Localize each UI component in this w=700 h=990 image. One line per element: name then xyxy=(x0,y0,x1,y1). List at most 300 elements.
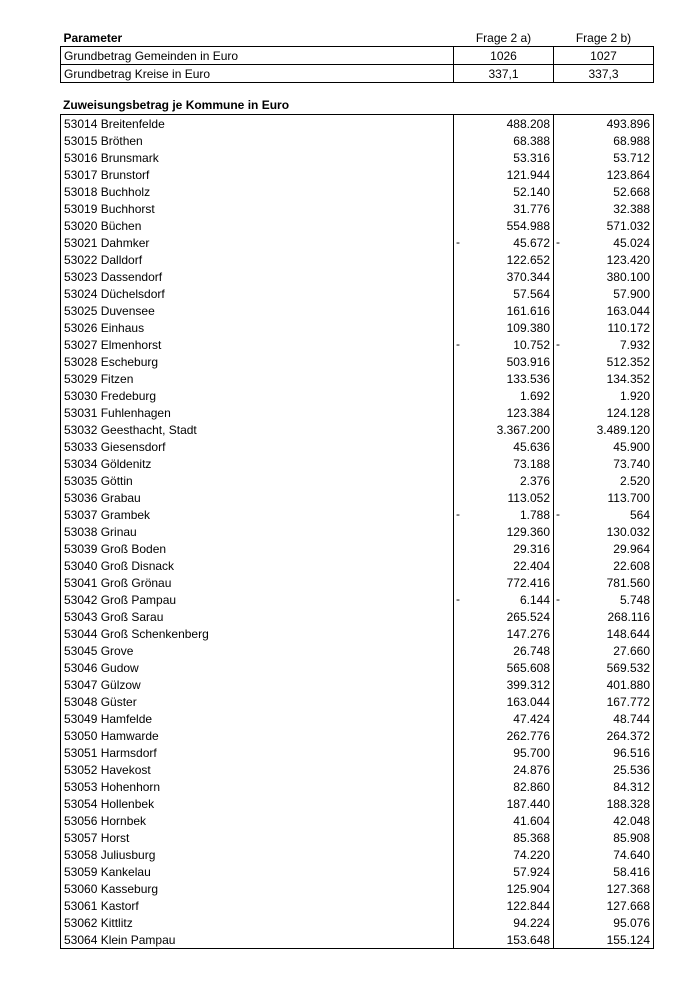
amount-frage-2a xyxy=(454,506,554,523)
amount-value: 95.076 xyxy=(613,915,650,930)
municipality-name: 53061 Kastorf xyxy=(61,897,454,914)
amount-value: 96.516 xyxy=(613,745,650,760)
amount-frage-2b xyxy=(554,710,654,727)
table-row xyxy=(61,336,654,353)
amount-value: 512.352 xyxy=(606,354,650,369)
table-row xyxy=(61,370,654,387)
municipality-name: 53029 Fitzen xyxy=(61,370,454,387)
amount-frage-2b xyxy=(554,574,654,591)
amount-frage-2a xyxy=(454,778,554,795)
table-row xyxy=(61,608,654,625)
municipality-name: 53031 Fuhlenhagen xyxy=(61,404,454,421)
amount-value: 57.900 xyxy=(613,286,650,301)
table-row xyxy=(61,353,654,370)
municipality-name: 53058 Juliusburg xyxy=(61,846,454,863)
table-row xyxy=(61,438,654,455)
amount-value: 370.344 xyxy=(506,269,550,284)
amount-value: 84.312 xyxy=(613,779,650,794)
amount-value: 399.312 xyxy=(506,677,550,692)
amount-value: 85.908 xyxy=(613,830,650,845)
amount-frage-2a xyxy=(454,149,554,166)
amount-frage-2b xyxy=(554,149,654,166)
parameter-row xyxy=(61,47,654,65)
amount-frage-2a xyxy=(454,931,554,949)
amount-value: 10.752 xyxy=(513,337,550,352)
table-row xyxy=(61,710,654,727)
table-row xyxy=(61,744,654,761)
table-row xyxy=(61,319,654,336)
negative-sign: - xyxy=(556,507,560,521)
table-row xyxy=(61,642,654,659)
municipality-name: 53032 Geesthacht, Stadt xyxy=(61,421,454,438)
municipality-name: 53054 Hollenbek xyxy=(61,795,454,812)
municipality-name: 53057 Horst xyxy=(61,829,454,846)
table-row xyxy=(61,523,654,540)
amount-frage-2a xyxy=(454,863,554,880)
amount-value: 73.188 xyxy=(513,456,550,471)
amount-value: 503.916 xyxy=(506,354,550,369)
municipality-name: 53025 Duvensee xyxy=(61,302,454,319)
amount-frage-2a xyxy=(454,370,554,387)
amount-frage-2a xyxy=(454,676,554,693)
amount-frage-2a xyxy=(454,438,554,455)
amount-value: 268.116 xyxy=(607,609,650,624)
amount-value: 57.564 xyxy=(513,286,550,301)
table-row xyxy=(61,812,654,829)
amount-frage-2a xyxy=(454,880,554,897)
municipality-name: 53026 Einhaus xyxy=(61,319,454,336)
amount-frage-2a xyxy=(454,115,554,133)
amount-frage-2a xyxy=(454,353,554,370)
amount-frage-2a xyxy=(454,642,554,659)
amount-frage-2a xyxy=(454,914,554,931)
parameter-header-row xyxy=(61,29,654,47)
amount-frage-2a xyxy=(454,183,554,200)
amount-value: 82.860 xyxy=(513,779,550,794)
amount-value: 122.844 xyxy=(506,898,550,913)
municipality-name: 53022 Dalldorf xyxy=(61,251,454,268)
amount-value: 187.440 xyxy=(506,796,550,811)
amount-frage-2a xyxy=(454,251,554,268)
municipality-name: 53053 Hohenhorn xyxy=(61,778,454,795)
amount-value: 122.652 xyxy=(506,252,550,267)
amount-frage-2a xyxy=(454,523,554,540)
table-row xyxy=(61,489,654,506)
negative-sign: - xyxy=(556,337,560,351)
amount-frage-2b xyxy=(554,676,654,693)
amount-frage-2a xyxy=(454,574,554,591)
table-row xyxy=(61,880,654,897)
municipality-name: 53019 Buchhorst xyxy=(61,200,454,217)
table-row xyxy=(61,863,654,880)
amount-value: 380.100 xyxy=(606,269,650,284)
municipality-name: 53020 Büchen xyxy=(61,217,454,234)
amount-frage-2b xyxy=(554,455,654,472)
table-row xyxy=(61,778,654,795)
amount-frage-2b xyxy=(554,506,654,523)
amount-frage-2a xyxy=(454,234,554,251)
amount-value: 147.276 xyxy=(506,626,550,641)
table-row xyxy=(61,472,654,489)
amount-value: 161.616 xyxy=(506,303,550,318)
amount-value: 401.880 xyxy=(606,677,650,692)
municipality-name: 53039 Groß Boden xyxy=(61,540,454,557)
amount-frage-2b xyxy=(554,625,654,642)
negative-sign: - xyxy=(456,337,460,351)
amount-value: 73.740 xyxy=(613,456,650,471)
negative-sign: - xyxy=(456,507,460,521)
amount-value: 163.044 xyxy=(506,694,550,709)
amount-frage-2b xyxy=(554,438,654,455)
amount-value: 58.416 xyxy=(613,864,650,879)
amount-value: 74.640 xyxy=(613,847,650,862)
amount-value: 5.748 xyxy=(619,592,650,607)
table-row xyxy=(61,217,654,234)
amount-frage-2a xyxy=(454,472,554,489)
municipality-name: 53037 Grambek xyxy=(61,506,454,523)
amount-value: 123.864 xyxy=(606,167,650,182)
amount-value: 188.328 xyxy=(606,796,650,811)
amount-value: 1.788 xyxy=(519,507,550,522)
amount-value: 27.660 xyxy=(613,643,650,658)
amount-frage-2a xyxy=(454,659,554,676)
municipality-name: 53016 Brunsmark xyxy=(61,149,454,166)
amount-value: 31.776 xyxy=(513,201,550,216)
amount-value: 22.404 xyxy=(513,558,550,573)
amount-frage-2a xyxy=(454,387,554,404)
amount-value: 24.876 xyxy=(513,762,550,777)
municipality-name: 53040 Groß Disnack xyxy=(61,557,454,574)
table-row xyxy=(61,234,654,251)
amount-frage-2b xyxy=(554,897,654,914)
municipality-name: 53033 Giesensdorf xyxy=(61,438,454,455)
amount-value: 167.772 xyxy=(606,694,650,709)
amount-value: 565.608 xyxy=(506,660,550,675)
municipality-name: 53042 Groß Pampau xyxy=(61,591,454,608)
amount-frage-2b xyxy=(554,166,654,183)
amount-value: 148.644 xyxy=(606,626,650,641)
amount-value: 52.140 xyxy=(513,184,550,199)
amount-frage-2a xyxy=(454,591,554,608)
amount-frage-2a xyxy=(454,625,554,642)
amount-value: 7.932 xyxy=(619,337,650,352)
amount-value: 2.520 xyxy=(619,473,650,488)
amount-frage-2b xyxy=(554,829,654,846)
municipality-name: 53060 Kasseburg xyxy=(61,880,454,897)
table-row xyxy=(61,846,654,863)
table-row xyxy=(61,268,654,285)
amount-value: 493.896 xyxy=(606,116,650,131)
amount-frage-2b xyxy=(554,268,654,285)
amount-frage-2b xyxy=(554,285,654,302)
amount-frage-2b xyxy=(554,302,654,319)
table-row xyxy=(61,115,654,133)
amount-value: 68.388 xyxy=(513,133,550,148)
parameter-value-a: 1026 xyxy=(454,47,554,65)
table-row xyxy=(61,795,654,812)
amount-frage-2b xyxy=(554,472,654,489)
amount-frage-2b xyxy=(554,642,654,659)
amount-frage-2a xyxy=(454,761,554,778)
table-row xyxy=(61,625,654,642)
municipality-name: 53027 Elmenhorst xyxy=(61,336,454,353)
amount-frage-2a xyxy=(454,336,554,353)
negative-sign: - xyxy=(556,592,560,606)
municipality-name: 53045 Grove xyxy=(61,642,454,659)
municipality-name: 53048 Güster xyxy=(61,693,454,710)
amount-value: 1.920 xyxy=(619,388,650,403)
amount-value: 554.988 xyxy=(506,218,550,233)
negative-sign: - xyxy=(456,235,460,249)
municipality-table-body xyxy=(61,115,654,949)
table-row xyxy=(61,829,654,846)
table-row xyxy=(61,200,654,217)
table-row xyxy=(61,761,654,778)
table-row xyxy=(61,676,654,693)
amount-value: 264.372 xyxy=(606,728,650,743)
amount-value: 130.032 xyxy=(606,524,650,539)
amount-value: 29.316 xyxy=(513,541,550,556)
amount-value: 133.536 xyxy=(506,371,550,386)
municipality-name: 53015 Bröthen xyxy=(61,132,454,149)
amount-value: 123.420 xyxy=(606,252,650,267)
municipality-name: 53044 Groß Schenkenberg xyxy=(61,625,454,642)
amount-frage-2a xyxy=(454,846,554,863)
amount-frage-2a xyxy=(454,829,554,846)
negative-sign: - xyxy=(456,592,460,606)
table-row xyxy=(61,727,654,744)
table-row xyxy=(61,455,654,472)
municipality-name: 53046 Gudow xyxy=(61,659,454,676)
parameter-header-label: Parameter xyxy=(63,30,123,45)
table-row xyxy=(61,132,654,149)
amount-value: 53.316 xyxy=(513,150,550,165)
table-row xyxy=(61,914,654,931)
amount-value: 262.776 xyxy=(506,728,550,743)
amount-frage-2b xyxy=(554,319,654,336)
amount-value: 163.044 xyxy=(606,303,650,318)
amount-frage-2b xyxy=(554,132,654,149)
table-row xyxy=(61,897,654,914)
table-row xyxy=(61,659,654,676)
amount-frage-2a xyxy=(454,285,554,302)
parameter-table xyxy=(60,29,654,83)
amount-value: 85.368 xyxy=(513,830,550,845)
amount-value: 571.032 xyxy=(606,218,650,233)
amount-frage-2a xyxy=(454,557,554,574)
amount-frage-2b xyxy=(554,608,654,625)
parameter-value-b: 1027 xyxy=(554,47,654,65)
amount-frage-2a xyxy=(454,455,554,472)
municipality-name: 53056 Hornbek xyxy=(61,812,454,829)
amount-value: 3.367.200 xyxy=(496,422,550,437)
amount-frage-2b xyxy=(554,795,654,812)
municipality-name: 53024 Düchelsdorf xyxy=(61,285,454,302)
parameter-header-col-b: Frage 2 b) xyxy=(575,30,632,45)
amount-frage-2b xyxy=(554,863,654,880)
amount-frage-2b xyxy=(554,200,654,217)
amount-value: 57.924 xyxy=(513,864,550,879)
amount-frage-2b xyxy=(554,217,654,234)
amount-value: 29.964 xyxy=(613,541,650,556)
municipality-name: 53030 Fredeburg xyxy=(61,387,454,404)
amount-value: 53.712 xyxy=(613,150,650,165)
amount-frage-2b xyxy=(554,251,654,268)
amount-frage-2b xyxy=(554,387,654,404)
negative-sign: - xyxy=(556,235,560,249)
amount-value: 41.604 xyxy=(513,813,550,828)
amount-value: 125.904 xyxy=(506,881,550,896)
amount-frage-2a xyxy=(454,727,554,744)
table-row xyxy=(61,404,654,421)
amount-frage-2b xyxy=(554,591,654,608)
amount-value: 781.560 xyxy=(606,575,650,590)
amount-value: 123.384 xyxy=(506,405,550,420)
municipality-name: 53036 Grabau xyxy=(61,489,454,506)
amount-value: 1.692 xyxy=(519,388,550,403)
municipality-table xyxy=(60,114,654,949)
amount-frage-2b xyxy=(554,557,654,574)
amount-value: 113.052 xyxy=(507,490,550,505)
municipality-name: 53021 Dahmker xyxy=(61,234,454,251)
amount-frage-2b xyxy=(554,404,654,421)
municipality-name: 53050 Hamwarde xyxy=(61,727,454,744)
municipality-name: 53043 Groß Sarau xyxy=(61,608,454,625)
amount-value: 153.648 xyxy=(506,932,550,947)
amount-value: 45.636 xyxy=(513,439,550,454)
table-row xyxy=(61,574,654,591)
amount-frage-2b xyxy=(554,744,654,761)
municipality-name: 53049 Hamfelde xyxy=(61,710,454,727)
amount-frage-2b xyxy=(554,778,654,795)
parameter-label: Grundbetrag Gemeinden in Euro xyxy=(61,47,454,65)
municipality-name: 53041 Groß Grönau xyxy=(61,574,454,591)
table-row xyxy=(61,166,654,183)
municipality-name: 53059 Kankelau xyxy=(61,863,454,880)
amount-value: 45.900 xyxy=(613,439,650,454)
parameter-label: Grundbetrag Kreise in Euro xyxy=(61,65,454,83)
amount-frage-2a xyxy=(454,302,554,319)
table-row xyxy=(61,251,654,268)
amount-value: 22.608 xyxy=(613,558,650,573)
amount-frage-2b xyxy=(554,234,654,251)
amount-value: 772.416 xyxy=(506,575,550,590)
amount-frage-2b xyxy=(554,659,654,676)
table-row xyxy=(61,387,654,404)
amount-frage-2b xyxy=(554,540,654,557)
amount-frage-2a xyxy=(454,166,554,183)
municipality-name: 53035 Göttin xyxy=(61,472,454,489)
amount-frage-2b xyxy=(554,489,654,506)
amount-frage-2a xyxy=(454,897,554,914)
amount-value: 45.024 xyxy=(613,235,650,250)
amount-frage-2a xyxy=(454,268,554,285)
amount-frage-2a xyxy=(454,217,554,234)
amount-value: 109.380 xyxy=(506,320,550,335)
amount-frage-2b xyxy=(554,880,654,897)
municipality-name: 53038 Grinau xyxy=(61,523,454,540)
table-row xyxy=(61,149,654,166)
amount-value: 68.988 xyxy=(613,133,650,148)
amount-value: 113.700 xyxy=(607,490,650,505)
municipality-name: 53017 Brunstorf xyxy=(61,166,454,183)
parameter-value-b: 337,3 xyxy=(554,65,654,83)
table-row xyxy=(61,302,654,319)
amount-frage-2b xyxy=(554,115,654,133)
table-row xyxy=(61,931,654,949)
amount-frage-2b xyxy=(554,727,654,744)
amount-value: 265.524 xyxy=(506,609,550,624)
parameter-value-a: 337,1 xyxy=(454,65,554,83)
amount-value: 74.220 xyxy=(513,847,550,862)
municipality-name: 53028 Escheburg xyxy=(61,353,454,370)
amount-frage-2a xyxy=(454,710,554,727)
table-row xyxy=(61,421,654,438)
amount-value: 569.532 xyxy=(606,660,650,675)
amount-value: 134.352 xyxy=(606,371,650,386)
section-title: Zuweisungsbetrag je Kommune in Euro xyxy=(63,98,290,112)
amount-value: 42.048 xyxy=(613,813,650,828)
amount-value: 110.172 xyxy=(607,320,650,335)
table-row xyxy=(61,506,654,523)
amount-frage-2b xyxy=(554,846,654,863)
amount-frage-2a xyxy=(454,404,554,421)
municipality-name: 53051 Harmsdorf xyxy=(61,744,454,761)
amount-frage-2b xyxy=(554,812,654,829)
amount-frage-2a xyxy=(454,795,554,812)
table-row xyxy=(61,285,654,302)
amount-frage-2a xyxy=(454,132,554,149)
amount-value: 45.672 xyxy=(513,235,550,250)
amount-frage-2b xyxy=(554,523,654,540)
amount-value: 155.124 xyxy=(606,932,650,947)
amount-frage-2a xyxy=(454,421,554,438)
amount-value: 52.668 xyxy=(613,184,650,199)
amount-frage-2a xyxy=(454,693,554,710)
amount-value: 3.489.120 xyxy=(596,422,650,437)
amount-frage-2a xyxy=(454,540,554,557)
amount-value: 48.744 xyxy=(613,711,650,726)
municipality-name: 53034 Göldenitz xyxy=(61,455,454,472)
municipality-name: 53064 Klein Pampau xyxy=(61,931,454,949)
amount-frage-2a xyxy=(454,812,554,829)
amount-frage-2a xyxy=(454,608,554,625)
amount-value: 47.424 xyxy=(513,711,550,726)
amount-frage-2b xyxy=(554,183,654,200)
amount-value: 94.224 xyxy=(513,915,550,930)
parameter-header-col-a: Frage 2 a) xyxy=(475,30,532,45)
amount-frage-2a xyxy=(454,744,554,761)
amount-value: 6.144 xyxy=(519,592,550,607)
amount-frage-2b xyxy=(554,931,654,949)
amount-frage-2b xyxy=(554,336,654,353)
amount-frage-2b xyxy=(554,761,654,778)
amount-frage-2b xyxy=(554,914,654,931)
table-row xyxy=(61,540,654,557)
amount-value: 124.128 xyxy=(606,405,650,420)
amount-frage-2a xyxy=(454,319,554,336)
municipality-name: 53047 Gülzow xyxy=(61,676,454,693)
amount-frage-2b xyxy=(554,693,654,710)
amount-value: 26.748 xyxy=(513,643,550,658)
municipality-name: 53052 Havekost xyxy=(61,761,454,778)
amount-value: 127.368 xyxy=(606,881,650,896)
table-row xyxy=(61,557,654,574)
table-row xyxy=(61,183,654,200)
municipality-name: 53023 Dassendorf xyxy=(61,268,454,285)
amount-value: 488.208 xyxy=(506,116,550,131)
amount-value: 564 xyxy=(629,507,650,522)
